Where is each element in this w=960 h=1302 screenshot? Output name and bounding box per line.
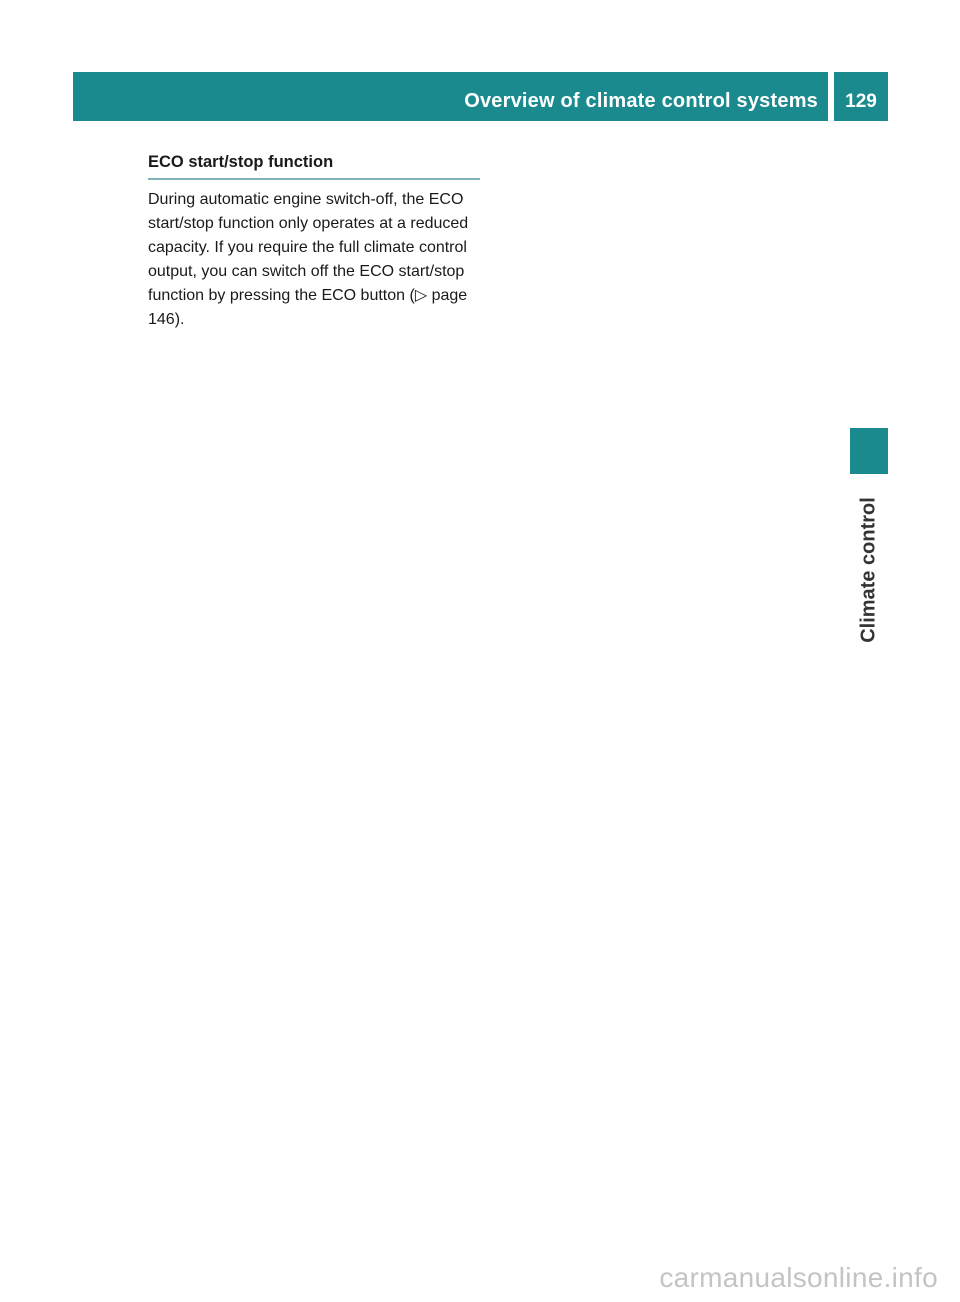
chapter-tab-marker	[850, 428, 888, 474]
chapter-title: Overview of climate control systems	[464, 90, 818, 112]
section-heading: ECO start/stop function	[148, 153, 480, 180]
page-ref-arrow-icon: ▷	[414, 287, 428, 304]
body-text-after-ref: ).	[174, 311, 185, 328]
page-number: 129	[845, 91, 877, 112]
body-text-before-ref: During automatic engine switch-off, the ECO start/stop function only operates at a reduced capacity. If you require the full climate control output, you can switch off the ECO start/stop function by pressing the ECO button (	[148, 191, 469, 304]
chapter-side-label: Climate control	[857, 497, 880, 643]
section-body	[148, 188, 483, 332]
watermark: carmanualsonline.info	[659, 1262, 938, 1293]
header-bar	[73, 72, 828, 121]
page-number-box	[834, 72, 888, 121]
page-reference-link[interactable]: page 146	[148, 287, 468, 328]
